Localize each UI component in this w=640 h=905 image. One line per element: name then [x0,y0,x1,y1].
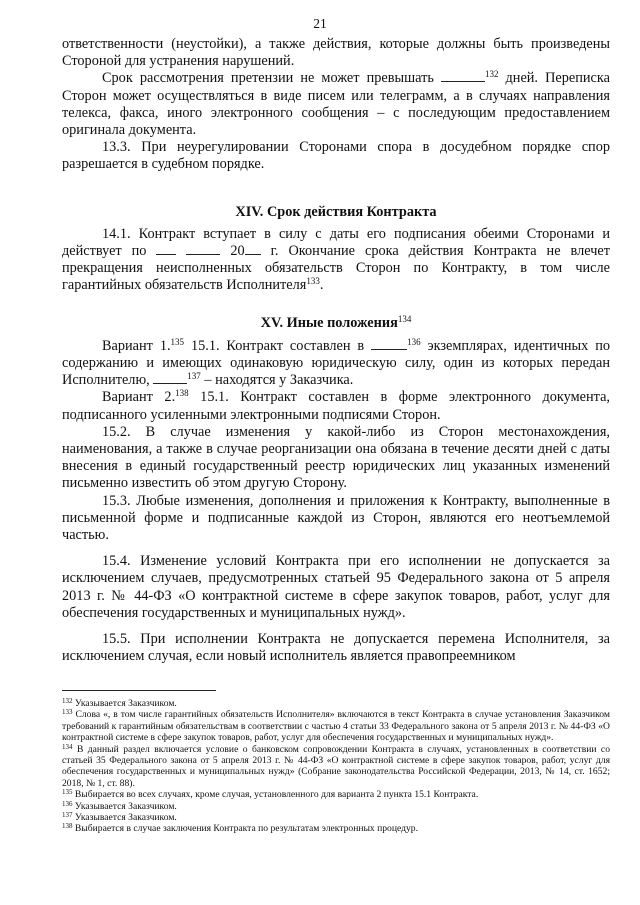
paragraph-15-1-variant-1 [62,338,610,390]
paragraph-13-3 [62,139,610,173]
text-run: 14.1. Контракт вступает в силу с даты его подписания обеими Сторонами и действует по [62,225,610,260]
footnote-ref: 136 [407,336,421,347]
footnote-133: $^{133}$ Слова «, в том числе гарантийных обязательств Исполнителя» включаются в текст Контракта в случае установления Заказчиком требований к гарантийным обязательствам в соответствии с частью 4 статьи 33 Федерального закона от 5 апреля 2013 г. № 44-ФЗ «О контрактной системе в сфере закупок товаров, работ, услуг для обеспечения государственных и муниципальных нужд». [62,708,610,744]
text-run: 15.1. Контракт составлен в форме электронного документа, подписанного усиленными электронными подписями Сторон. [62,389,610,423]
footnote-ref: 132 [484,69,499,80]
text-run: ответственности (неустойки), а также действия, которые должны быть произведены Стороной для устранения нарушений. [62,36,610,70]
fill-in-blank [245,243,261,255]
footnote-137: $^{137}$ Указывается Заказчиком. [62,811,177,824]
text-run: XV. Иные положения [260,314,398,331]
document-body [62,36,610,666]
footnote-136: $^{136}$ Указывается Заказчиком. [62,799,177,812]
footnote-divider [62,690,216,691]
paragraph-15-4 [62,553,610,622]
text-run: 20 [220,243,245,260]
paragraph-15-3 [62,493,610,545]
fill-in-blank [371,338,407,350]
footnote-ref: 133 [306,276,320,287]
paragraph-claim-term [62,70,610,139]
footnote-135: $^{135}$ Выбирается во всех случаях, кроме случая, установленного для варианта 2 пункта 15.1 Контракта. [62,788,479,801]
fill-in-blank [156,243,176,255]
footnote-ref: 138 [175,388,189,399]
text-run: 13.3. При неурегулировании Сторонами спора в досудебном порядке спор разрешается в судебном порядке. [62,139,610,173]
paragraph-1 [62,36,610,70]
text-run: г. Окончание срока действия Контракта не влечет прекращения неисполненных обязательств Сторон по Контракту, в том числе гарантийных обязательств Исполнителя [62,243,610,294]
footnote-ref: 137 [187,371,201,382]
text-run: . [319,277,324,294]
paragraph-15-1-variant-2 [62,389,610,423]
text-run [176,243,186,259]
text-run: Вариант 2. [102,389,176,406]
section-heading-xiv [62,204,610,221]
text-run: 15.4. Изменение условий Контракта при его исполнении не допускается за исключением случаев, предусмотренных статьей 95 Федерального закона от 5 апреля 2013 г. № 44-ФЗ «О контрактной системе в сфере закупок товаров, работ, услуг для обеспечения государственных и муниципальных нужд». [62,553,610,621]
page-number: 21 [313,16,327,31]
text-run: Срок рассмотрения претензии не может превышать [102,70,441,87]
fill-in-blank [153,372,187,384]
section-heading-xv [62,315,610,332]
text-run: Вариант 1. [102,337,171,354]
paragraph-14-1 [62,226,610,295]
text-run: 15.3. Любые изменения, дополнения и приложения к Контракту, выполненные в письменной форме и подписанные каждой из Сторон, являются его неотъемлемой частью. [62,492,610,544]
text-run: экземплярах, идентичных по содержанию и имеющих одинаковую юридическую силу, один из которых передан Исполнителю, [62,337,610,389]
paragraph-15-5 [62,631,610,665]
fill-in-blank [441,70,485,82]
footnote-ref: 134 [397,313,412,324]
footnote-138: $^{138}$ Выбирается в случае заключения Контракта по результатам электронных процедур. [62,822,418,835]
text-run: 15.2. В случае изменения у какой-либо из Сторон местонахождения, наименования, а также в случае реорганизации она обязана в течение десяти дней с даты внесения в единый государственный реестр юридических лиц указанных изменений письменно известить об этом другую Сторону. [62,423,610,492]
fill-in-blank [186,243,220,255]
footnotes [62,698,610,835]
text-run: дней. Переписка Сторон может осуществляться в виде писем или телеграмм, а в случаях направления телекса, факса, иного электронного сообщения – с последующим предоставлением оригинала документа. [62,70,610,139]
text-run: 15.1. Контракт составлен в [184,337,372,354]
footnote-134: $^{134}$ В данный раздел включается условие о банковском сопровождении Контракта в случаях, установленных в соответствии со статьей 35 Федерального закона от 5 апреля 2013 г. № 44-ФЗ «О контрактной системе в сфере закупок товаров, работ, услуг для обеспечения государственных и муниципальных нужд» (Собрание законодательства Российской Федерации, 2013, № 14, ст. 1652; 2018, № 1, ст. 88). [62,742,610,789]
footnote-132: $^{132}$ Указывается Заказчиком. [62,697,177,709]
text-run: 15.5. При исполнении Контракта не допускается перемена Исполнителя, за исключением случая, если новый исполнитель является правопреемником [62,631,610,665]
text-run: XIV. Срок действия Контракта [235,203,437,220]
footnote-ref: 135 [170,336,185,347]
paragraph-15-2 [62,424,610,493]
text-run: – находятся у Заказчика. [200,372,354,389]
